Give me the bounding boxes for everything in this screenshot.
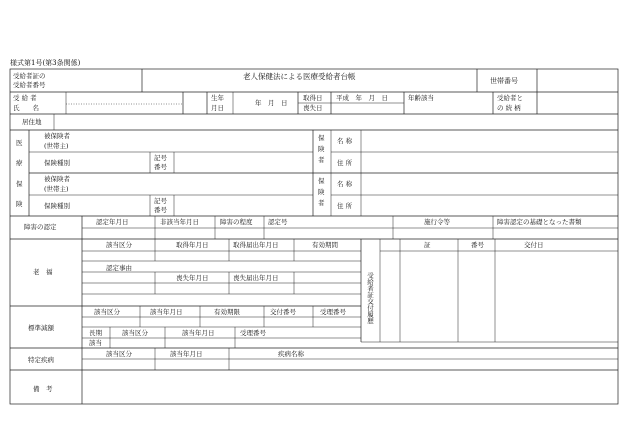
welfare-reason: 認定事由 xyxy=(106,264,132,272)
insurer-vert-2a: 保 xyxy=(318,177,325,185)
insurer-vert-2b: 険 xyxy=(318,188,325,196)
acquired-label: 取得日 xyxy=(303,94,323,102)
birth-date-field[interactable]: 年 月 日 xyxy=(255,99,288,107)
kind-label-2: 保険種別 xyxy=(44,202,70,210)
recipient-label-2: 氏 名 xyxy=(13,104,39,112)
disability-col-6: 障害認定の基礎となった書類 xyxy=(497,218,582,226)
cert-label-2: 受給者番号 xyxy=(13,81,46,89)
form-number: 様式第1号(第3条関係) xyxy=(10,59,81,67)
relation-label-2: の 続 柄 xyxy=(497,104,521,112)
household-no-label: 世帯番号 xyxy=(490,77,518,85)
insurer-vert-1b: 険 xyxy=(318,145,325,153)
page-title: 老人保健法による医療受給者台帳 xyxy=(243,72,356,81)
insured-label-2a: 被保険者 xyxy=(44,175,70,183)
cert-label-1: 受給者証の xyxy=(13,72,46,80)
welfare-col-5: 喪失年月日 xyxy=(176,274,209,282)
recipient-label-1: 受 給 者 xyxy=(13,94,37,102)
disability-label: 障害の認定 xyxy=(24,223,57,231)
insurer-vert-1a: 保 xyxy=(318,134,325,142)
residence-label: 居住地 xyxy=(22,118,42,126)
disability-col-4: 認定号 xyxy=(268,218,288,226)
standard-col-8: 受理番号 xyxy=(240,329,266,337)
disability-col-1: 認定年月日 xyxy=(96,218,129,226)
symbol-label-1a: 記号 xyxy=(154,154,167,162)
age-eligible-label: 年齢該当 xyxy=(408,94,434,102)
disability-col-5: 施行令等 xyxy=(424,218,450,226)
insurer-name-label-2: 名 称 xyxy=(337,180,353,188)
long-term-label-b: 該当 xyxy=(89,339,102,347)
standard-col-3: 有効期限 xyxy=(214,308,240,316)
specific-col-3: 疾病名称 xyxy=(278,350,304,358)
insured-label-2b: (世帯主) xyxy=(44,185,69,193)
specific-label: 特定疾病 xyxy=(28,356,54,364)
side-label-2: 療 xyxy=(16,159,23,167)
disability-col-2: 非該当年月日 xyxy=(160,218,199,226)
issue-col-3: 交付日 xyxy=(524,241,544,249)
relation-label-1: 受給者と xyxy=(497,94,523,102)
symbol-label-2b: 番号 xyxy=(154,206,167,214)
birth-label-2: 月日 xyxy=(211,104,224,112)
symbol-label-1b: 番号 xyxy=(154,163,167,171)
insurer-vert-1c: 者 xyxy=(318,156,325,164)
welfare-label: 老 福 xyxy=(33,268,53,276)
specific-col-2: 該当年月日 xyxy=(170,350,203,358)
welfare-col-1: 該当区分 xyxy=(106,241,132,249)
issue-col-1: 証 xyxy=(424,241,431,249)
welfare-col-3: 取得届出年月日 xyxy=(233,241,279,249)
insurer-name-label-1: 名 称 xyxy=(337,137,353,145)
insured-label-1a: 被保険者 xyxy=(44,132,70,140)
remarks-label: 備 考 xyxy=(33,385,53,393)
side-label-1: 医 xyxy=(16,139,23,147)
welfare-col-4: 有効期間 xyxy=(312,241,338,249)
symbol-label-2a: 記号 xyxy=(154,197,167,205)
standard-col-6: 該当区分 xyxy=(122,329,148,337)
kind-label-1: 保険種別 xyxy=(44,159,70,167)
form-border xyxy=(10,69,618,404)
issue-history-label: 受給者証交付履歴 xyxy=(366,272,374,324)
insurer-vert-2c: 者 xyxy=(318,199,325,207)
standard-label: 標準減額 xyxy=(28,324,54,332)
issue-col-2: 番号 xyxy=(471,241,484,249)
heisei-date-field[interactable]: 平成 年 月 日 xyxy=(336,94,388,102)
standard-col-4: 交付番号 xyxy=(270,308,296,316)
lost-label: 喪失日 xyxy=(303,104,323,112)
specific-col-1: 該当区分 xyxy=(106,350,132,358)
insurer-address-label-1: 住 所 xyxy=(337,159,353,167)
disability-col-3: 障害の程度 xyxy=(220,218,253,226)
welfare-col-6: 喪失届出年月日 xyxy=(233,274,279,282)
side-label-4: 険 xyxy=(16,200,23,208)
birth-label-1: 生年 xyxy=(211,94,224,102)
welfare-col-2: 取得年月日 xyxy=(176,241,209,249)
side-label-3: 保 xyxy=(16,180,23,188)
insurer-address-label-2: 住 所 xyxy=(337,202,353,210)
standard-col-5: 受理番号 xyxy=(320,308,346,316)
standard-col-7: 該当年月日 xyxy=(182,329,215,337)
insured-label-1b: (世帯主) xyxy=(44,142,69,150)
standard-col-2: 該当年月日 xyxy=(150,308,183,316)
long-term-label-a: 長期 xyxy=(89,329,102,337)
standard-col-1: 該当区分 xyxy=(94,308,120,316)
